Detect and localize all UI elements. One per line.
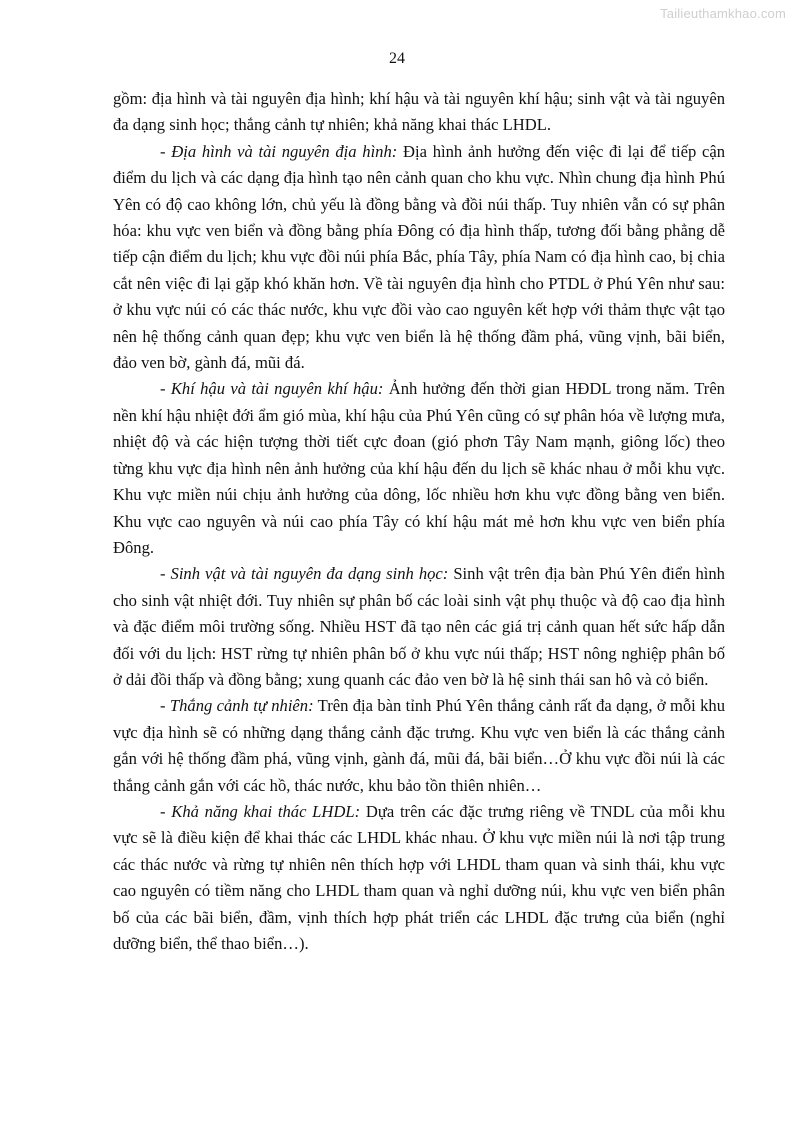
paragraph-terrain	[113, 139, 725, 377]
paragraph-climate	[113, 376, 725, 561]
paragraph-heading: - Khả năng khai thác LHDL:	[160, 801, 361, 821]
paragraph-text: Ảnh hưởng đến thời gian HĐDL trong năm. Trên nền khí hậu nhiệt đới ẩm gió mùa, khí hậu của Phú Yên cũng có sự phân hóa về lượng mưa, nhiệt độ và các hiện tượng thời tiết cực đoan (gió phơn Tây Nam mạnh, giông lốc) theo từng khu vực địa hình nên ảnh hưởng của khí hậu đến du lịch sẽ khác nhau ở mỗi khu vực. Khu vực miền núi chịu ảnh hưởng của dông, lốc nhiều hơn khu vực đồng bằng ven biển. Khu vực cao nguyên và núi cao phía Tây có khí hậu mát mẻ hơn khu vực ven biển phía Đông.	[113, 379, 725, 557]
intro-paragraph: gồm: địa hình và tài nguyên địa hình; khí hậu và tài nguyên khí hậu; sinh vật và tài nguyên đa dạng sinh học; thắng cảnh tự nhiên; khả năng khai thác LHDL.	[113, 89, 725, 135]
paragraph-heading: - Khí hậu và tài nguyên khí hậu:	[160, 379, 384, 399]
paragraph-landscapes	[113, 693, 725, 799]
document-body	[113, 86, 725, 957]
paragraph-heading: - Địa hình và tài nguyên địa hình:	[160, 141, 398, 161]
watermark: Tailieuthamkhao.com	[660, 6, 786, 21]
paragraph-text: Địa hình ảnh hưởng đến việc đi lại để tiếp cận điểm du lịch và các dạng địa hình tạo nên cảnh quan cho khu vực. Nhìn chung địa hình Phú Yên có độ cao không lớn, chủ yếu là đồng bằng và đồi núi thấp. Tuy nhiên vẫn có sự phân hóa: khu vực ven biển và đồng bằng phía Đông có địa hình thấp, tương đối bằng phẳng dễ tiếp cận điểm du lịch; khu vực đồi núi phía Bắc, phía Tây, phía Nam có địa hình cao, bị chia cắt nên việc đi lại gặp khó khăn hơn. Về tài nguyên địa hình cho PTDL ở Phú Yên như sau: ở khu vực núi có các thác nước, khu vực đồi vào cao nguyên kết hợp với thảm thực vật tạo nên hệ thống cảnh quan đẹp; khu vực ven biển là hệ thống đầm phá, vũng vịnh, bãi biển, đảo ven bờ, gành đá, mũi đá.	[113, 141, 725, 373]
paragraph-biodiversity	[113, 561, 725, 693]
page-number: 24	[389, 50, 405, 67]
paragraph-heading: - Sinh vật và tài nguyên đa dạng sinh học:	[160, 564, 449, 584]
paragraph-text: Dựa trên các đặc trưng riêng về TNDL của mỗi khu vực sẽ là điều kiện để khai thác các LHDL khác nhau. Ở khu vực miền núi là nơi tập trung các thác nước và rừng tự nhiên nên thích hợp với LHDL tham quan và sinh thái, khu vực cao nguyên có tiềm năng cho LHDL tham quan và nghỉ dưỡng núi, khu vực ven biển phân bố của các bãi biển, đầm, vịnh thích hợp phát triển các LHDL đặc trưng của biển (nghỉ dưỡng biển, thể thao biển…).	[113, 801, 725, 953]
paragraph-heading: - Thắng cảnh tự nhiên:	[160, 696, 314, 716]
paragraph-text: Sinh vật trên địa bàn Phú Yên điển hình cho sinh vật nhiệt đới. Tuy nhiên sự phân bố các loài sinh vật phụ thuộc và độ cao địa hình và đặc điểm môi trường sống. Nhiều HST đã tạo nên các giá trị cảnh quan hết sức hấp dẫn đối với du lịch: HST rừng tự nhiên phân bố ở khu vực núi thấp; HST nông nghiệp phân bố ở dải đồi thấp và đồng bằng; xung quanh các đảo ven bờ là hệ sinh thái san hô và cỏ biển.	[113, 564, 725, 689]
paragraph-text: Trên địa bàn tỉnh Phú Yên thắng cảnh rất đa dạng, ở mỗi khu vực địa hình sẽ có những dạng thắng cảnh đặc trưng. Khu vực ven biển là các thắng cảnh gắn với hệ thống đầm phá, vũng vịnh, gành đá, mũi đá, bãi biển…Ở khu vực đồi núi là các thắng cảnh gắn với các hồ, thác nước, khu bảo tồn thiên nhiên…	[113, 696, 725, 795]
paragraph-tourism-types	[113, 799, 725, 957]
